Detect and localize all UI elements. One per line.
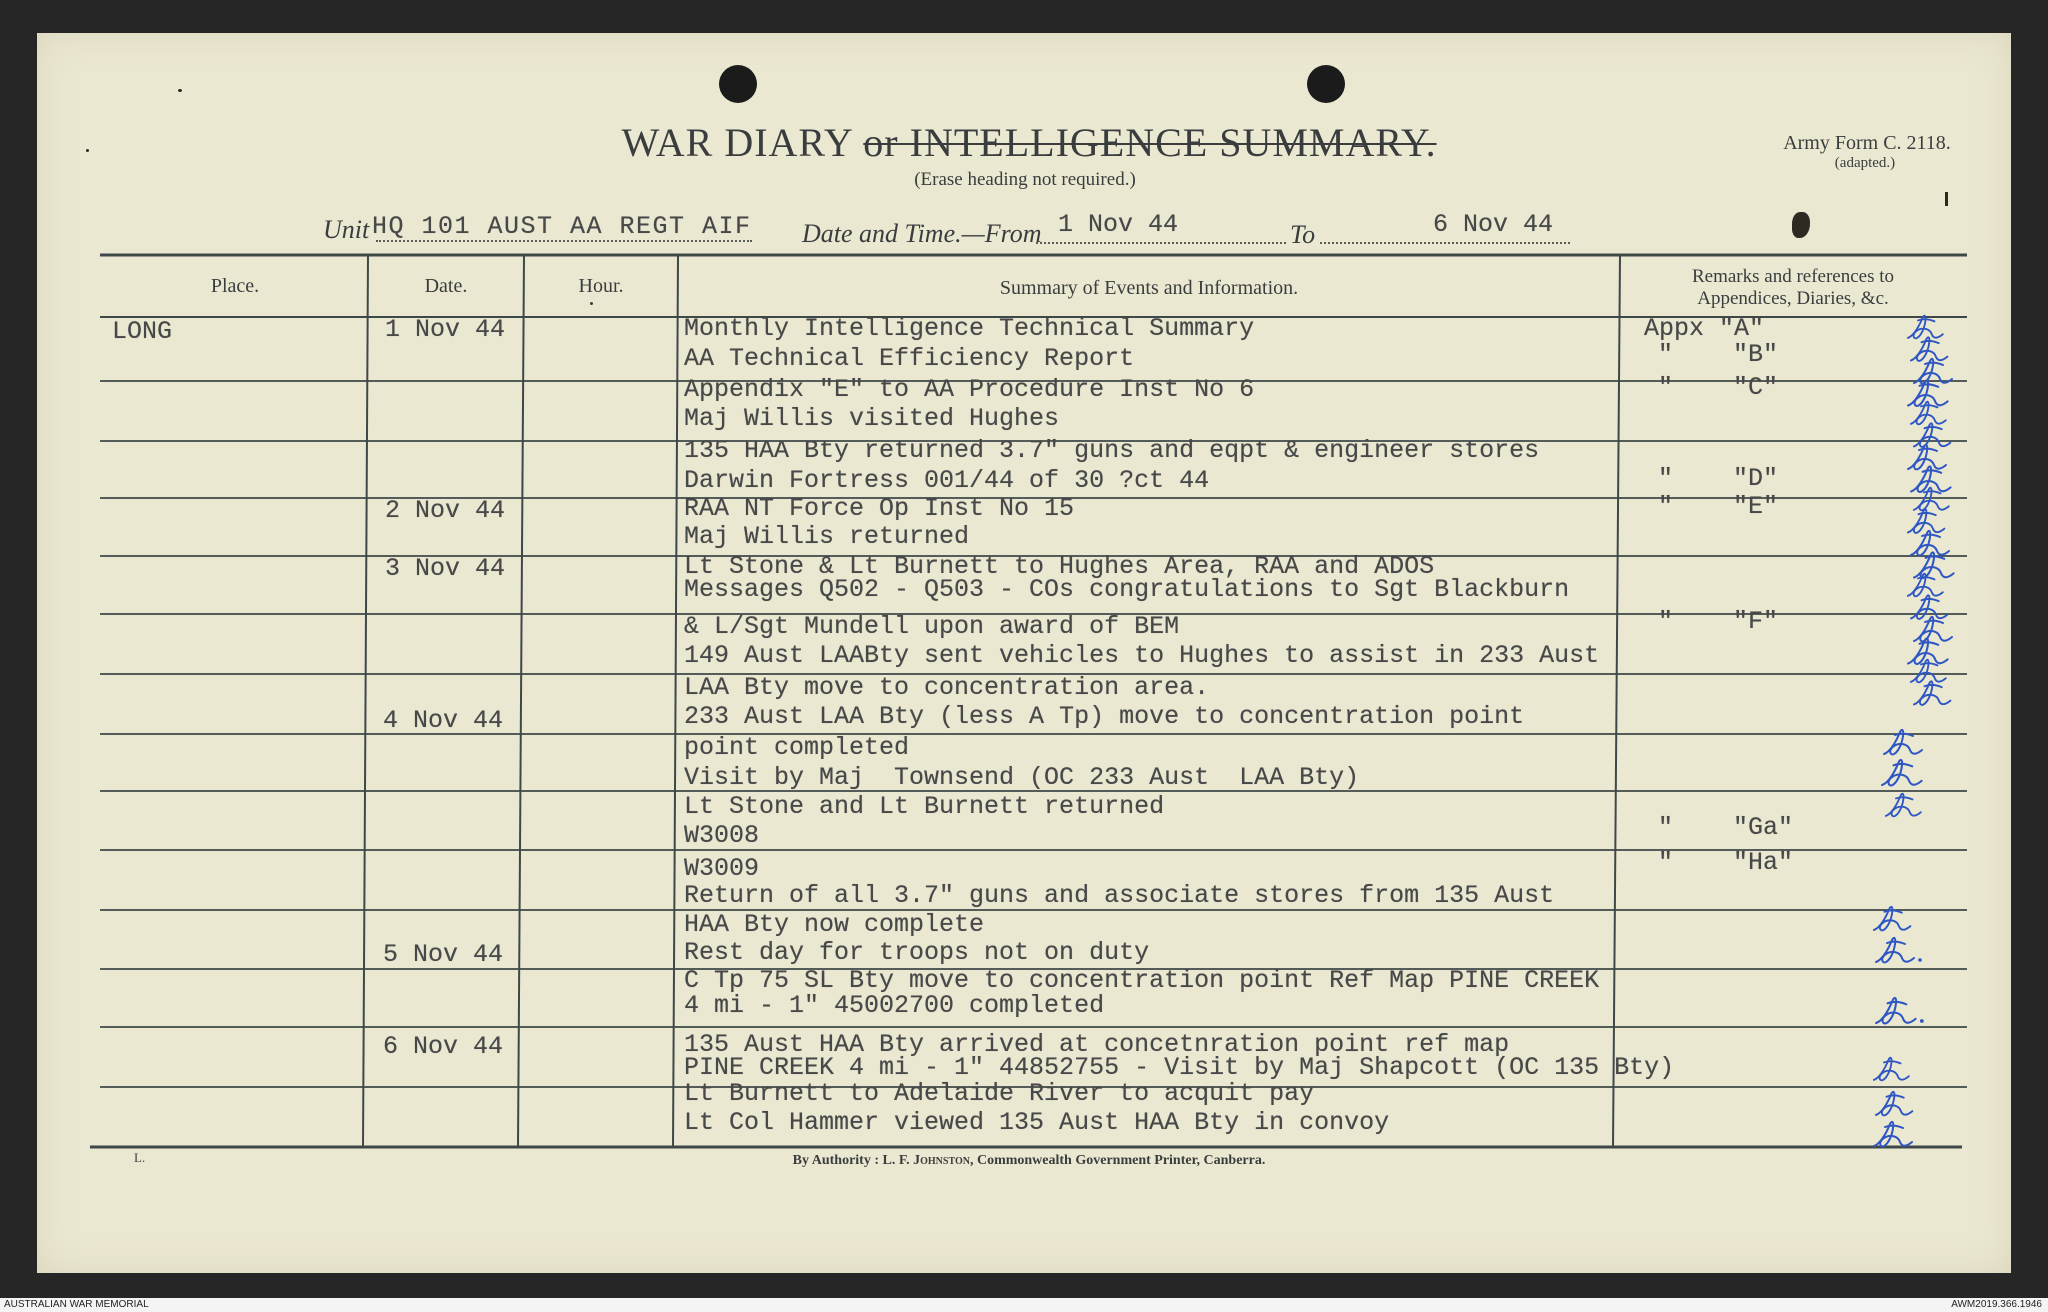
summary-line: 233 Aust LAA Bty (less A Tp) move to concentration point xyxy=(684,702,1525,731)
to-leader xyxy=(1320,242,1570,244)
entry-date: 1 Nov 44 xyxy=(385,315,506,344)
entry-date: 6 Nov 44 xyxy=(383,1032,504,1061)
punch-hole-right xyxy=(1307,65,1345,103)
summary-line: AA Technical Efficiency Report xyxy=(684,344,1135,373)
summary-line: Visit by Maj Townsend (OC 233 Aust LAA Bty) xyxy=(684,763,1360,792)
print-dot xyxy=(590,302,593,305)
army-form-note: (adapted.) xyxy=(1834,155,1896,171)
date-time-label: Date and Time.—From xyxy=(802,219,1042,248)
summary-line: LAA Bty move to concentration area. xyxy=(684,673,1210,702)
authority-prefix: By Authority : L. F. xyxy=(792,1153,914,1168)
entry-date: 4 Nov 44 xyxy=(383,706,504,735)
summary-line: W3009 xyxy=(684,854,760,883)
remark-ref: " "B" xyxy=(1658,340,1779,369)
title-struck: INTELLIGENCE SUMMARY. xyxy=(909,120,1437,165)
summary-line: & L/Sgt Mundell upon award of BEM xyxy=(684,612,1180,641)
column-header-date: Date. xyxy=(424,275,468,297)
title-main: WAR DIARY xyxy=(621,120,853,165)
summary-line: Monthly Intelligence Technical Summary xyxy=(684,314,1255,343)
date-to-label: To xyxy=(1290,220,1316,249)
authority-suffix: , Commonwealth Government Printer, Canberra. xyxy=(969,1153,1266,1168)
archive-reference: AWM2019.366.1946 xyxy=(1951,1299,2042,1310)
entry-date: 3 Nov 44 xyxy=(385,554,506,583)
entry-date: 2 Nov 44 xyxy=(385,496,506,525)
summary-line: 135 Aust HAA Bty arrived at concetnration point ref map xyxy=(684,1030,1510,1059)
summary-line: Lt Stone & Lt Burnett to Hughes Area, RAA and ADOS xyxy=(684,552,1435,581)
column-header-hour: Hour. xyxy=(578,275,624,297)
summary-line: Rest day for troops not on duty xyxy=(684,938,1150,967)
summary-line: C Tp 75 SL Bty move to concentration point Ref Map PINE CREEK xyxy=(684,966,1600,995)
paper-mark xyxy=(1945,192,1948,206)
summary-line: 135 HAA Bty returned 3.7" guns and eqpt & engineer stores xyxy=(684,436,1540,465)
summary-line: Maj Willis visited Hughes xyxy=(684,404,1060,433)
date-to-value: 6 Nov 44 xyxy=(1433,210,1554,239)
summary-line: PINE CREEK 4 mi - 1" 44852755 - Visit by Maj Shapcott (OC 135 Bty) xyxy=(684,1053,1675,1082)
remark-ref: " "Ga" xyxy=(1658,813,1794,842)
punch-hole-left xyxy=(719,65,757,103)
summary-line: 149 Aust LAABty sent vehicles to Hughes to assist in 233 Aust xyxy=(684,641,1600,670)
summary-line: Maj Willis returned xyxy=(684,522,970,551)
unit-label: Unit xyxy=(323,215,370,244)
summary-line: Lt Stone and Lt Burnett returned xyxy=(684,792,1165,821)
date-from-value: 1 Nov 44 xyxy=(1058,210,1179,239)
authority-name: Johnston xyxy=(913,1153,970,1168)
summary-line: Lt Col Hammer viewed 135 Aust HAA Bty in convoy xyxy=(684,1108,1390,1137)
column-header-remarks-line1: Remarks and references to xyxy=(1691,266,1895,287)
summary-line: Darwin Fortress 001/44 of 30 ?ct 44 xyxy=(684,466,1210,495)
form-title xyxy=(560,118,1498,168)
from-leader xyxy=(1036,242,1286,244)
summary-line: Return of all 3.7" guns and associate stores from 135 Aust xyxy=(684,881,1555,910)
printer-authority xyxy=(560,1152,1498,1170)
entry-date: 5 Nov 44 xyxy=(383,940,504,969)
remark-ref: " "E" xyxy=(1658,492,1779,521)
remark-ref: " "Ha" xyxy=(1658,848,1794,877)
column-header-remarks-line2: Appendices, Diaries, &c. xyxy=(1697,288,1889,309)
remark-ref: Appx "A" xyxy=(1644,314,1765,343)
paper-speck xyxy=(178,89,182,92)
column-header-place: Place. xyxy=(210,275,260,297)
archive-institution: AUSTRALIAN WAR MEMORIAL xyxy=(4,1299,149,1310)
summary-line: point completed xyxy=(684,733,910,762)
form-subtitle: (Erase heading not required.) xyxy=(914,169,1136,190)
paper-speck xyxy=(86,149,89,152)
summary-line: Messages Q502 - Q503 - COs congratulations to Sgt Blackburn xyxy=(684,575,1570,604)
form-code: L. xyxy=(134,1150,146,1165)
summary-line: 4 mi - 1" 45002700 completed xyxy=(684,991,1105,1020)
archive-strip xyxy=(0,1298,2048,1312)
remark-ref: " "D" xyxy=(1658,464,1779,493)
remark-ref: " "C" xyxy=(1658,373,1779,402)
summary-line: RAA NT Force Op Inst No 15 xyxy=(684,494,1075,523)
remark-ref: " "F" xyxy=(1658,607,1779,636)
entry-place: LONG xyxy=(112,317,173,346)
summary-line: W3008 xyxy=(684,821,760,850)
summary-line: Lt Burnett to Adelaide River to acquit pay xyxy=(684,1079,1315,1108)
summary-line: Appendix "E" to AA Procedure Inst No 6 xyxy=(684,375,1255,404)
title-or: or xyxy=(863,120,899,165)
column-header-summary: Summary of Events and Information. xyxy=(999,277,1299,299)
unit-value: HQ 101 AUST AA REGT AIF xyxy=(372,212,752,241)
summary-line: HAA Bty now complete xyxy=(684,910,985,939)
army-form-number: Army Form C. 2118. xyxy=(1783,132,1951,154)
title-struck-part xyxy=(863,120,1436,165)
